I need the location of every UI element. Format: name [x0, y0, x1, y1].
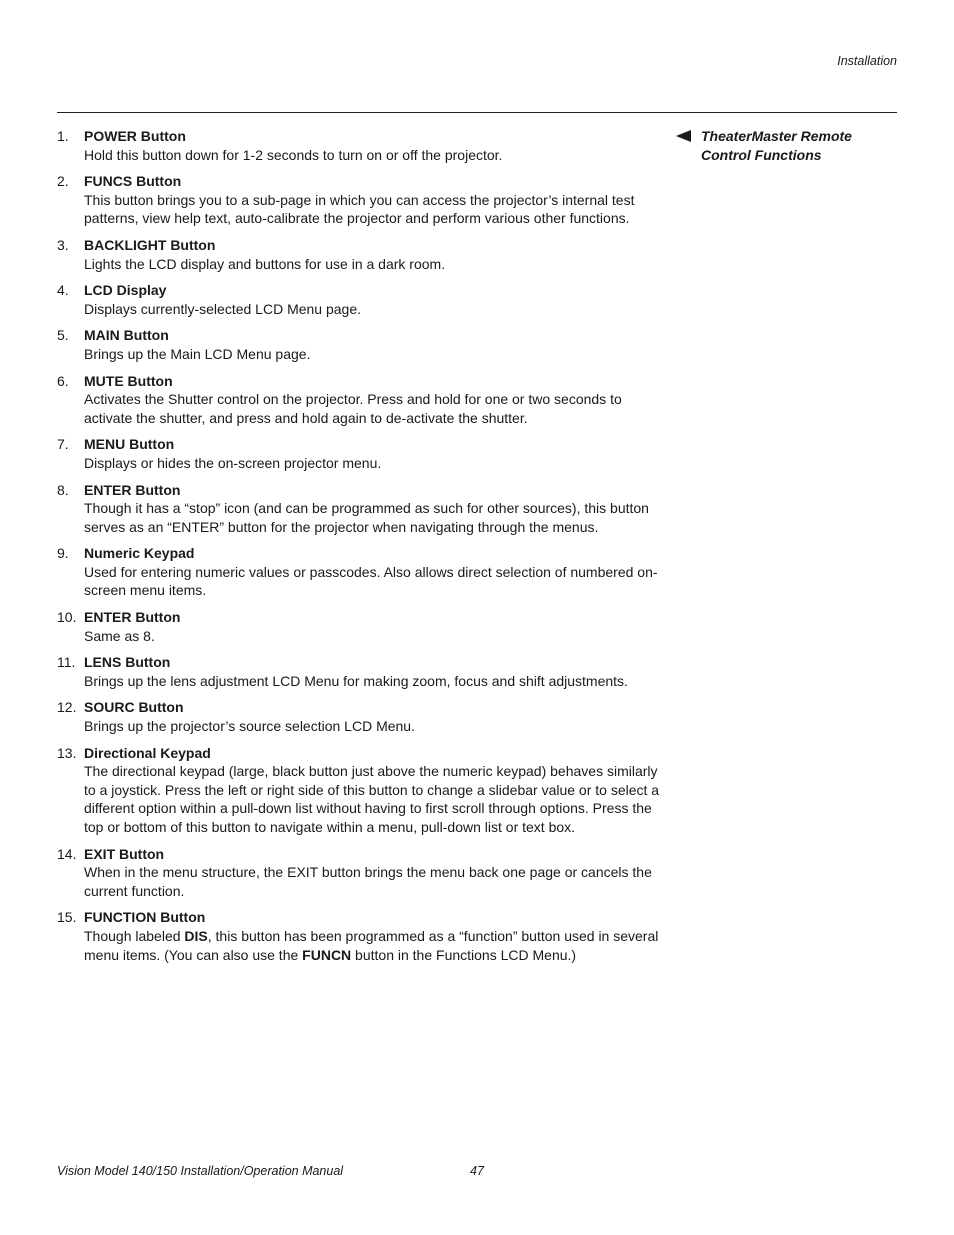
- list-item: [57, 326, 662, 363]
- item-description: Brings up the lens adjustment LCD Menu for making zoom, focus and shift adjustments.: [84, 672, 628, 689]
- item-title: Numeric Keypad: [84, 545, 195, 562]
- item-description: Brings up the Main LCD Menu page.: [84, 345, 311, 362]
- list-item: [57, 845, 662, 901]
- list-item: [57, 172, 662, 228]
- item-description: Though it has a “stop” icon (and can be programmed as such for other sources), this button serves as an “ENTER” button for the projector when navigating through the menus.: [84, 500, 649, 535]
- item-description: Hold this button down for 1-2 seconds to turn on or off the projector.: [84, 146, 503, 163]
- page-number: 47: [470, 1164, 484, 1178]
- item-number: 8.: [57, 481, 69, 498]
- item-description: Brings up the projector’s source selection LCD Menu.: [84, 718, 415, 735]
- item-title: ENTER Button: [84, 481, 181, 498]
- item-number: 13.: [57, 744, 77, 761]
- item-description: Lights the LCD display and buttons for use in a dark room.: [84, 255, 446, 272]
- item-number: 7.: [57, 436, 69, 453]
- list-item: [57, 698, 662, 735]
- item-title: BACKLIGHT Button: [84, 236, 216, 253]
- item-description: Same as 8.: [84, 627, 155, 644]
- dis-label: DIS: [184, 927, 208, 944]
- item-title: LCD Display: [84, 282, 167, 299]
- item-title: FUNCS Button: [84, 173, 182, 190]
- item-number: 14.: [57, 845, 77, 862]
- header-rule: [57, 112, 897, 113]
- item-description: The directional keypad (large, black button just above the numeric keypad) behaves similarly to a joystick. Press the left or right side of this button to change a slidebar value or to select a different option within a pull-down list without having to first scroll through options. Press the top or bottom of this button to navigate within a menu, pull-down list or text box.: [84, 763, 660, 835]
- item-title: Directional Keypad: [84, 744, 211, 761]
- item-description: When in the menu structure, the EXIT button brings the menu back one page or cancels the current function.: [84, 864, 652, 899]
- item-number: 11.: [57, 654, 76, 671]
- arrow-left-icon: [676, 130, 691, 142]
- item-title: EXIT Button: [84, 845, 165, 862]
- desc-text: Though labeled: [84, 927, 185, 944]
- footer-title: Vision Model 140/150 Installation/Operation Manual: [57, 1164, 344, 1178]
- item-description: Activates the Shutter control on the projector. Press and hold for one or two seconds to activate the shutter, and press and hold again to de-activate the shutter.: [84, 391, 622, 426]
- item-description: Used for entering numeric values or passcodes. Also allows direct selection of numbered on-screen menu items.: [84, 563, 658, 599]
- list-item: [57, 435, 662, 472]
- running-header: Installation: [837, 54, 897, 68]
- list-item: [57, 653, 662, 690]
- list-item: [57, 236, 662, 273]
- item-number: 10.: [57, 609, 77, 626]
- item-title: POWER Button: [84, 128, 186, 144]
- list-item: [57, 281, 662, 318]
- item-title: FUNCTION Button: [84, 909, 206, 926]
- item-title: ENTER Button: [84, 609, 181, 626]
- button-function-list: [57, 127, 662, 972]
- side-heading: [676, 127, 896, 164]
- list-item: [57, 481, 662, 537]
- item-number: 1.: [57, 128, 69, 144]
- item-title: MENU Button: [84, 436, 175, 453]
- item-title: SOURC Button: [84, 699, 184, 716]
- item-description: This button brings you to a sub-page in which you can access the projector’s internal test patterns, view help text, auto-calibrate the projector and perform various other functions.: [84, 191, 635, 227]
- item-number: 12.: [57, 699, 77, 716]
- desc-text: button in the Functions LCD Menu.): [351, 946, 577, 963]
- list-item: [57, 544, 662, 600]
- funcn-label: FUNCN: [302, 946, 352, 963]
- item-description: Displays or hides the on-screen projector menu.: [84, 454, 382, 471]
- item-number: 5.: [57, 327, 69, 344]
- item-number: 15.: [57, 909, 77, 926]
- item-number: 4.: [57, 282, 69, 299]
- item-number: 6.: [57, 372, 69, 389]
- item-number: 3.: [57, 236, 69, 253]
- side-heading-line2: Control Functions: [701, 146, 822, 163]
- list-item: [57, 608, 662, 645]
- list-item: [57, 908, 662, 964]
- list-item: [57, 372, 662, 428]
- item-number: 2.: [57, 173, 69, 190]
- list-item: [57, 744, 662, 837]
- item-title: MAIN Button: [84, 327, 169, 344]
- item-description: Displays currently-selected LCD Menu page.: [84, 300, 362, 317]
- item-title: MUTE Button: [84, 372, 173, 389]
- item-description: [84, 927, 662, 964]
- desc-text: , this button has been programmed as a “function” button used in several menu items. (You can also use the: [84, 927, 659, 963]
- item-title: LENS Button: [84, 654, 171, 671]
- item-number: 9.: [57, 545, 69, 562]
- side-heading-line1: TheaterMaster Remote: [701, 128, 852, 144]
- list-item: [57, 127, 662, 164]
